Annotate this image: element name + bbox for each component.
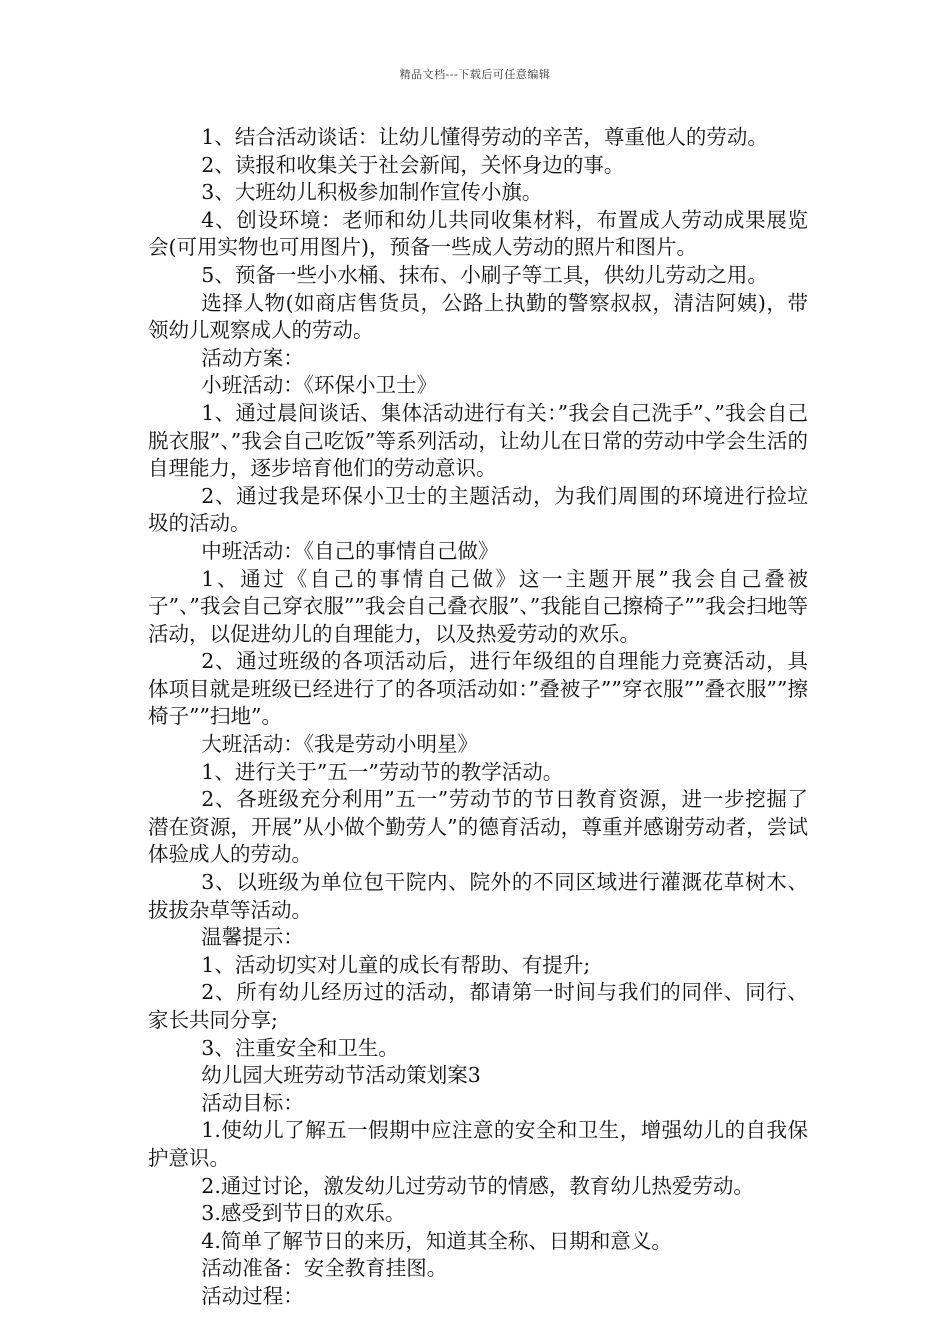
paragraph: 1、通过晨间谈话、集体活动进行有关：”我会自己洗手”、”我会自己脱衣服”、”我会自己吃饭”等系列活动，让幼儿在日常的劳动中学会生活的自理能力，逐步培育他们的劳动意识。	[148, 400, 808, 481]
paragraph: 4、创设环境：老师和幼儿共同收集材料，布置成人劳动成果展览会(可用实物也可用图片)，预备一些成人劳动的照片和图片。	[148, 207, 808, 260]
paragraph: 3、大班幼儿积极参加制作宣传小旗。	[201, 180, 543, 205]
section-heading: 小班活动：《环保小卫士》	[201, 373, 438, 398]
paragraph: 3、以班级为单位包干院内、院外的不同区域进行灌溉花草树木、拔拔杂草等活动。	[148, 870, 808, 922]
section-heading: 活动过程：	[201, 1283, 304, 1308]
paragraph: 2、读报和收集关于社会新闻，关怀身边的事。	[201, 152, 625, 177]
paragraph: 1、结合活动谈话：让幼儿懂得劳动的辛苦，尊重他人的劳动。	[201, 125, 768, 149]
document-body	[148, 124, 808, 1311]
paragraph: 活动准备：安全教育挂图。	[201, 1256, 448, 1281]
paragraph: 2、通过班级的各项活动后，进行年级组的自理能力竞赛活动，具体项目就是班级已经进行了的各项活动如：”叠被子””穿衣服””叠衣服””擦椅子””扫地”。	[148, 649, 808, 729]
section-heading: 活动方案：	[201, 345, 304, 370]
paragraph: 4.简单了解节日的来历，知道其全称、日期和意义。	[201, 1228, 672, 1253]
paragraph: 2.通过讨论，激发幼儿过劳动节的情感，教育幼儿热爱劳动。	[201, 1173, 754, 1198]
paragraph: 1、活动切实对儿童的成长有帮助、有提升;	[201, 952, 591, 977]
paragraph: 2、各班级充分利用”五一”劳动节的节日教育资源，进一步挖掘了潜在资源，开展”从小做个勤劳人”的德育活动，尊重并感谢劳动者，尝试体验成人的劳动。	[148, 787, 808, 867]
section-heading: 温馨提示：	[201, 925, 304, 950]
paragraph: 3、注重安全和卫生。	[201, 1035, 399, 1060]
paragraph: 2、所有幼儿经历过的活动，都请第一时间与我们的同伴、同行、家长共同分享;	[148, 980, 808, 1032]
paragraph: 1、通过《自己的事情自己做》这一主题开展”我会自己叠被子”、”我会自己穿衣服””我会自己叠衣服”、”我能自己擦椅子””我会扫地等活动，以促进幼儿的自理能力，以及热爱劳动的欢乐。	[148, 566, 808, 646]
section-title: 幼儿园大班劳动节活动策划案3	[201, 1063, 481, 1088]
section-heading: 大班活动：《我是劳动小明星》	[201, 732, 479, 757]
paragraph: 选择人物(如商店售货员，公路上执勤的警察叔叔，清洁阿姨)，带领幼儿观察成人的劳动。	[148, 290, 808, 343]
paragraph: 5、预备一些小水桶、抹布、小刷子等工具，供幼儿劳动之用。	[201, 262, 768, 287]
section-heading: 活动目标：	[201, 1090, 304, 1115]
section-heading: 中班活动：《自己的事情自己做》	[201, 538, 499, 563]
paragraph: 1.使幼儿了解五一假期中应注意的安全和卫生，增强幼儿的自我保护意识。	[148, 1118, 808, 1170]
paragraph: 1、进行关于”五一”劳动节的教学活动。	[201, 759, 564, 784]
paragraph: 2、通过我是环保小卫士的主题活动，为我们周围的环境进行捡垃圾的活动。	[148, 483, 808, 536]
page-header: 精品文档---下载后可任意编辑	[399, 68, 551, 81]
paragraph: 3.感受到节日的欢乐。	[201, 1201, 406, 1226]
